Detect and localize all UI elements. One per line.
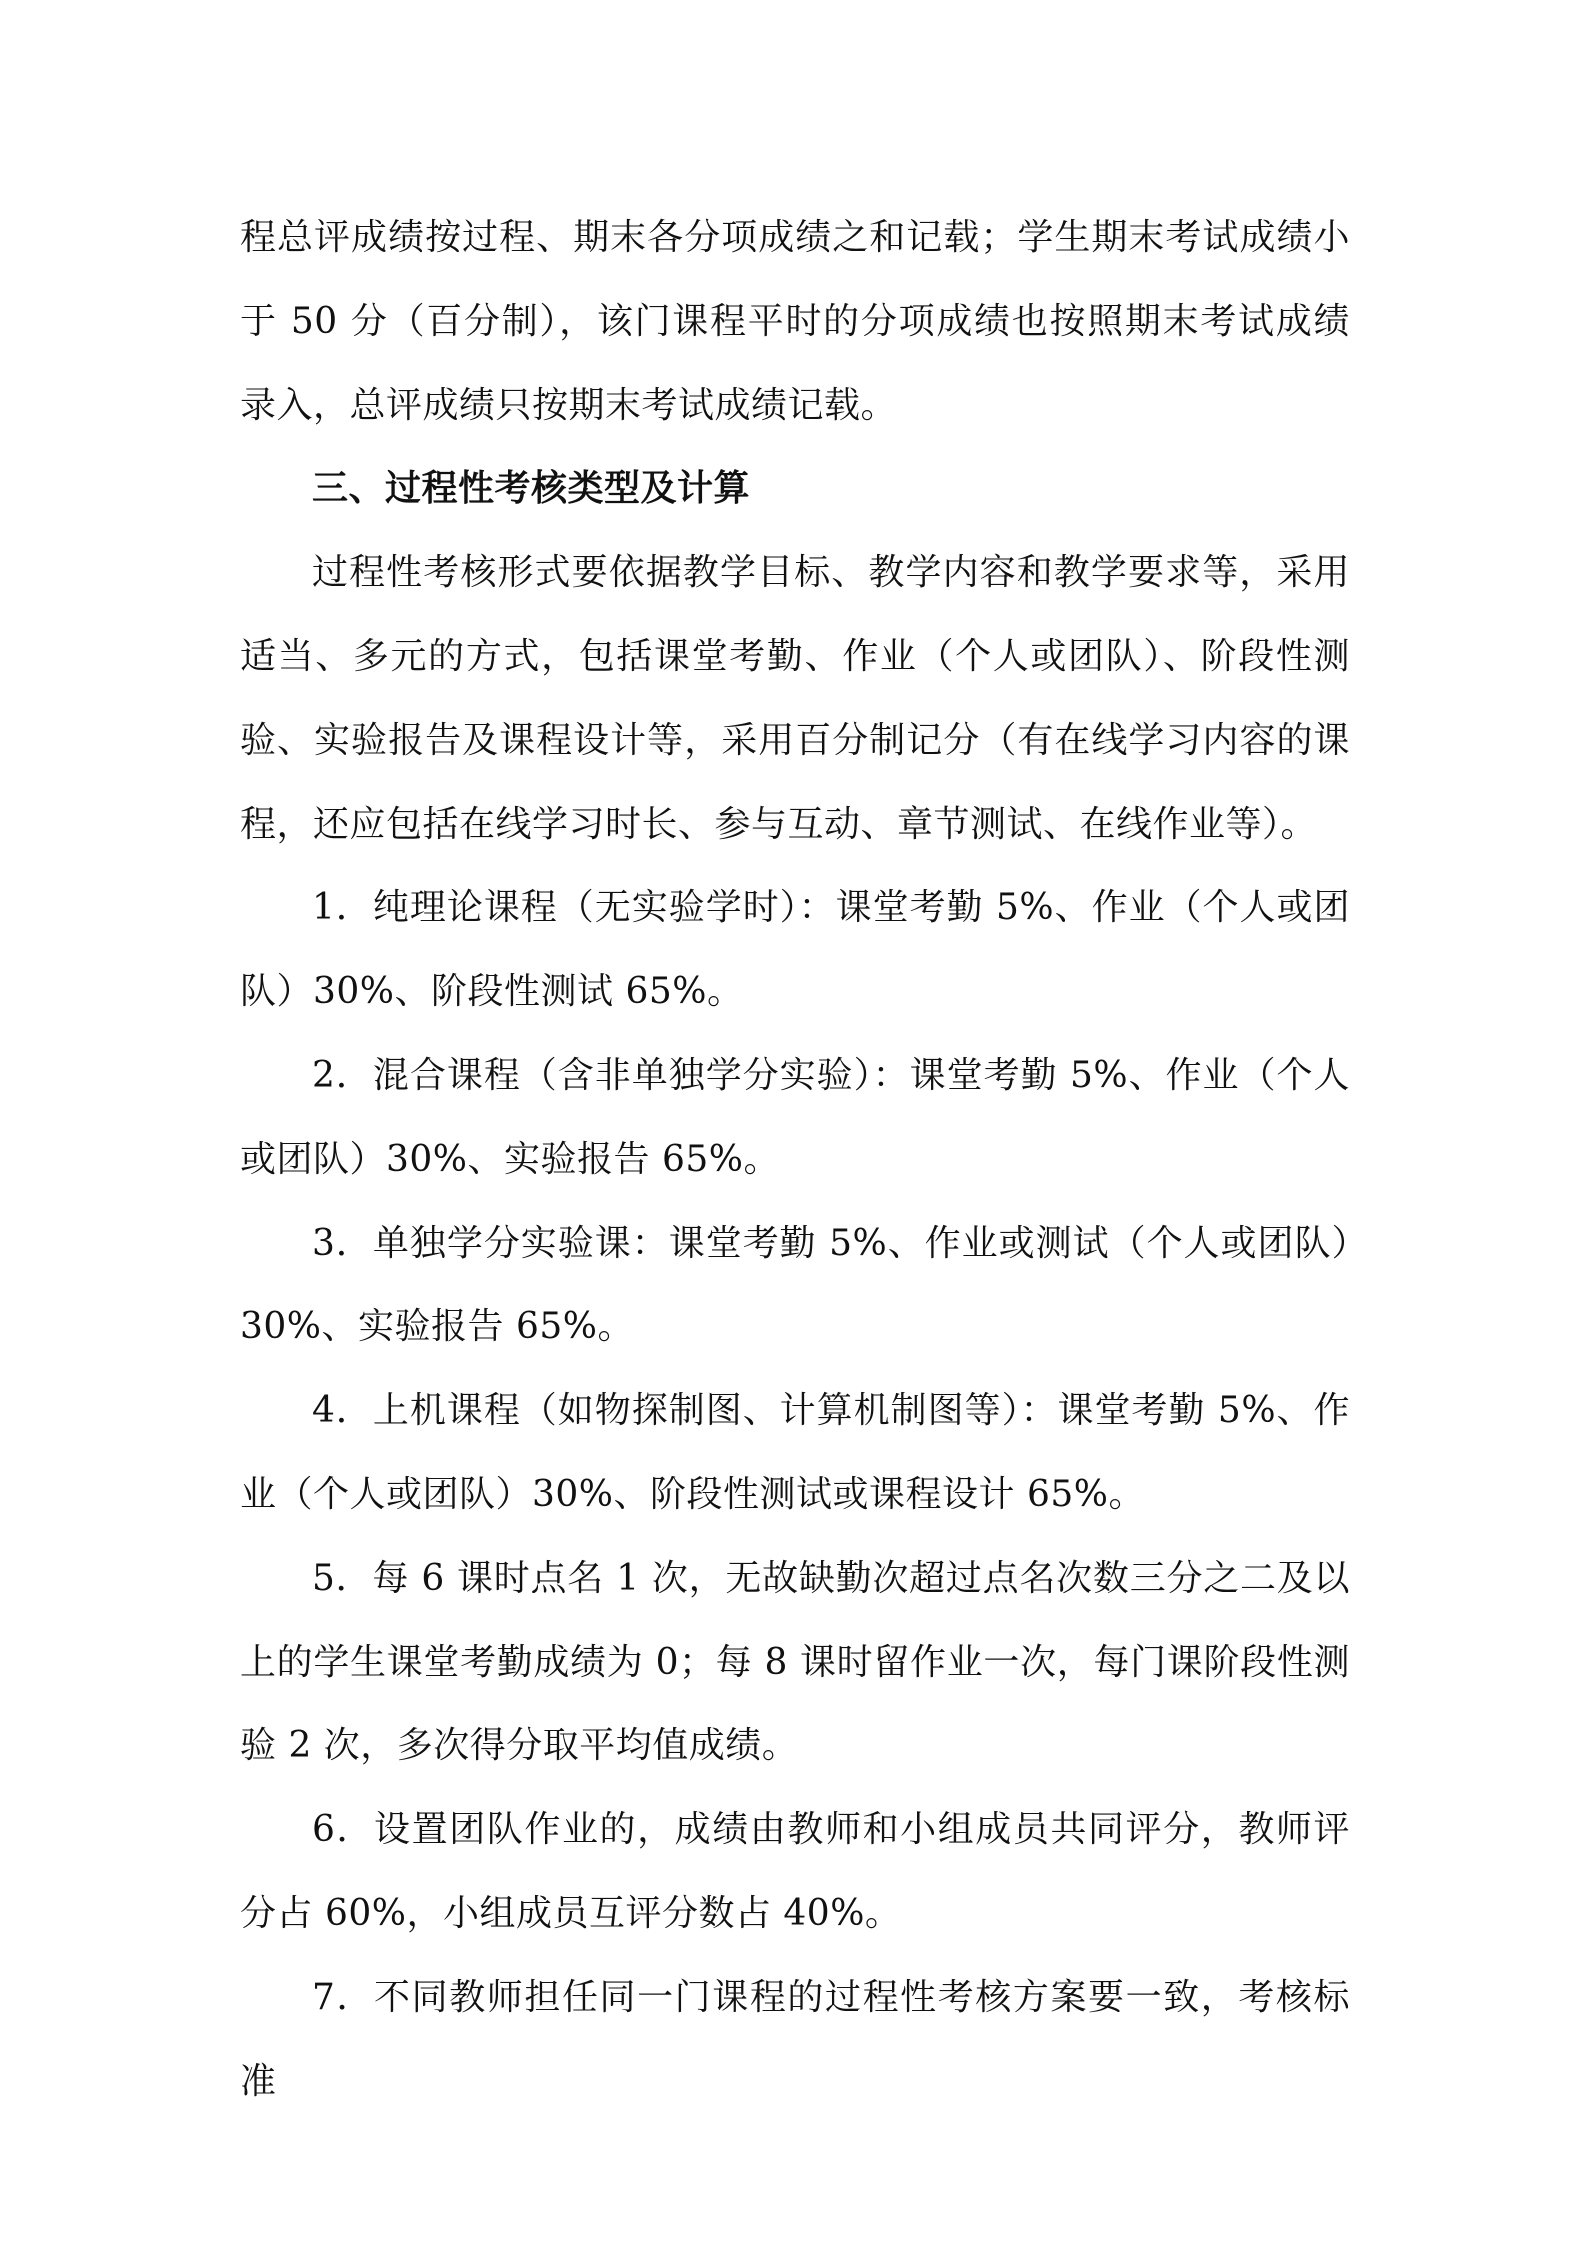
list-item-5: 5．每 6 课时点名 1 次，无故缺勤次超过点名次数三分之二及以上的学生课堂考勤成绩为 0；每 8 课时留作业一次，每门课阶段性测验 2 次，多次得分取平均值成绩。 — [240, 1557, 1350, 1767]
list-item-6: 6．设置团队作业的，成绩由教师和小组成员共同评分，教师评分占 60%，小组成员互评分数占 40%。 — [240, 1809, 1350, 1934]
document-body — [240, 196, 1350, 2123]
paragraph-continuation: 程总评成绩按过程、期末各分项成绩之和记载；学生期末考试成绩小于 50 分（百分制），该门课程平时的分项成绩也按照期末考试成绩录入，总评成绩只按期末考试成绩记载。 — [240, 217, 1350, 426]
list-item-2: 2．混合课程（含非单独学分实验）：课堂考勤 5%、作业（个人或团队）30%、实验报告 65%。 — [240, 1054, 1350, 1180]
list-item-1: 1．纯理论课程（无实验学时）：课堂考勤 5%、作业（个人或团队）30%、阶段性测试 65%。 — [240, 887, 1350, 1013]
list-item-7: 7．不同教师担任同一门课程的过程性考核方案要一致，考核标准 — [240, 1976, 1350, 2102]
paragraph-intro: 过程性考核形式要依据教学目标、教学内容和教学要求等，采用适当、多元的方式，包括课堂考勤、作业（个人或团队）、阶段性测验、实验报告及课程设计等，采用百分制记分（有在线学习内容的课程，还应包括在线学习时长、参与互动、章节测试、在线作业等）。 — [240, 552, 1350, 845]
section-heading: 三、过程性考核类型及计算 — [312, 467, 751, 510]
list-item-3: 3．单独学分实验课：课堂考勤 5%、作业或测试（个人或团队）30%、实验报告 65%。 — [240, 1222, 1350, 1348]
list-item-4: 4．上机课程（如物探制图、计算机制图等）：课堂考勤 5%、作业（个人或团队）30%、阶段性测试或课程设计 65%。 — [240, 1390, 1350, 1515]
